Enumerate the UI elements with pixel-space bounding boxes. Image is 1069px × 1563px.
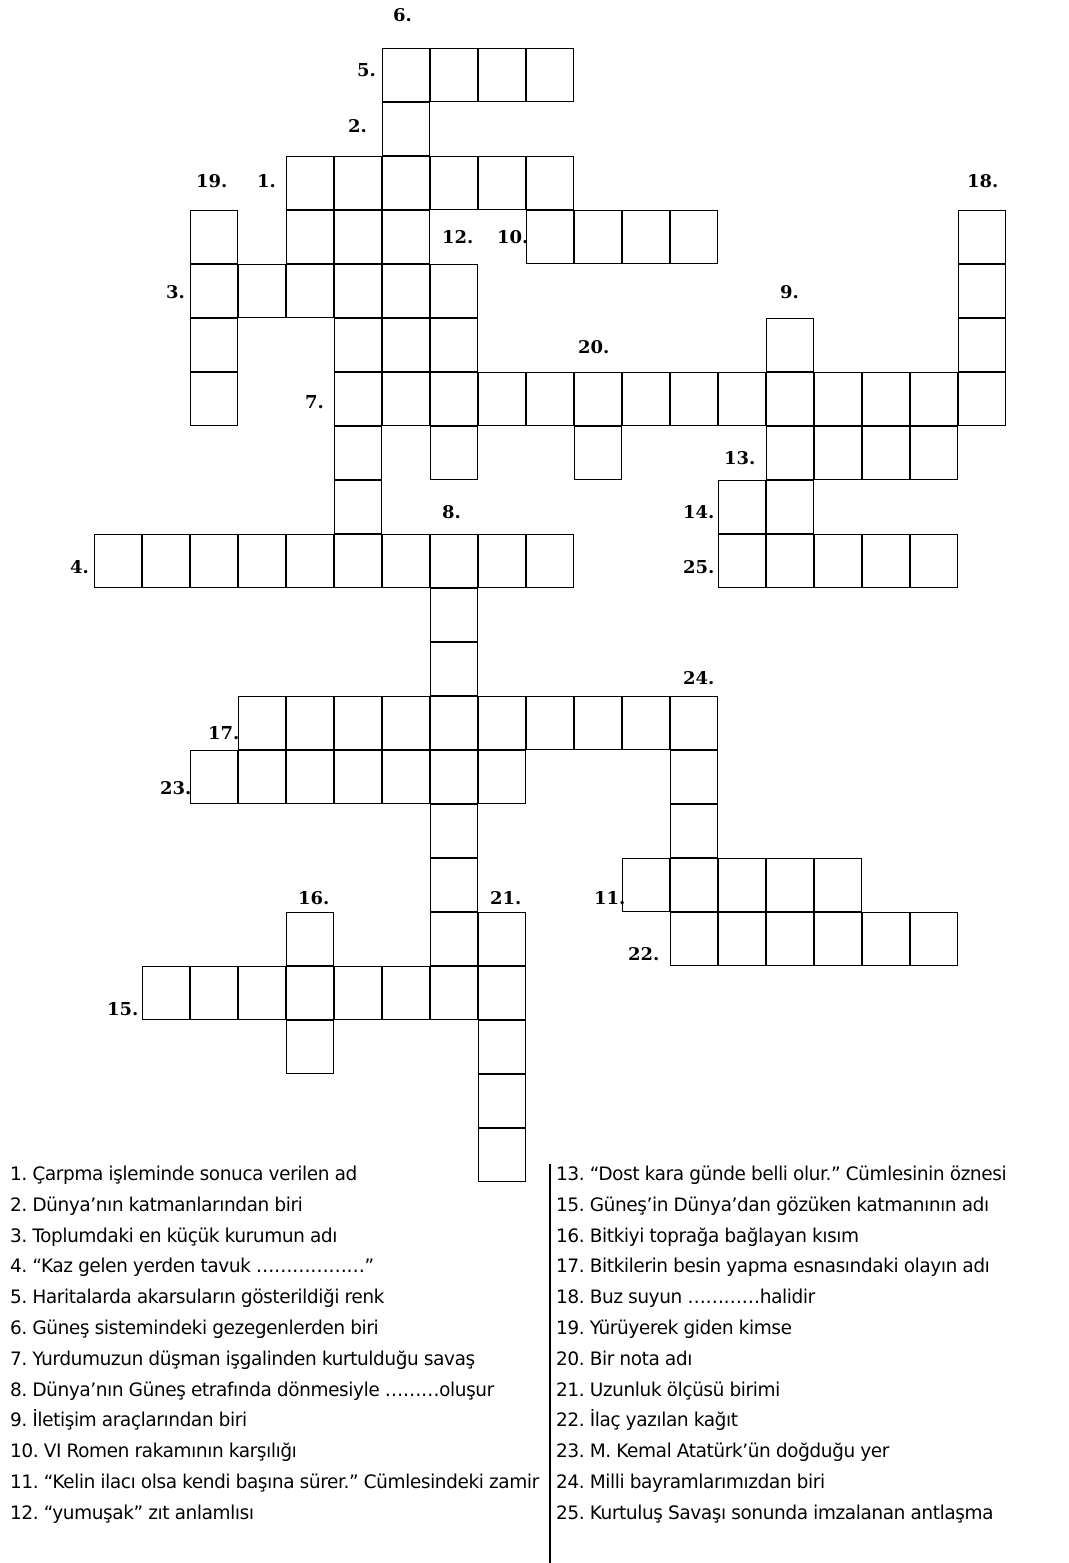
grid-cell[interactable] — [622, 210, 670, 264]
grid-cell[interactable] — [190, 210, 238, 264]
grid-cell[interactable] — [478, 534, 526, 588]
grid-cell[interactable] — [910, 534, 958, 588]
grid-cell[interactable] — [622, 858, 670, 912]
clue-number-label: 13. — [724, 448, 756, 469]
clue-number-label: 22. — [628, 944, 660, 965]
grid-cell[interactable] — [334, 426, 382, 480]
grid-cell[interactable] — [334, 264, 382, 318]
grid-cell[interactable] — [334, 156, 382, 210]
grid-cell[interactable] — [718, 480, 766, 534]
clue-number-label: 12. — [442, 227, 474, 248]
clue-2: 2. Dünya’nın katmanlarından biri — [10, 1194, 303, 1216]
clue-number-label: 5. — [357, 60, 376, 81]
grid-cell[interactable] — [814, 372, 862, 426]
clue-1: 1. Çarpma işleminde sonuca verilen ad — [10, 1164, 357, 1185]
grid-cell[interactable] — [382, 696, 430, 750]
grid-cell[interactable] — [190, 264, 238, 318]
clue-17: 17. Bitkilerin besin yapma esnasındaki olayın adı — [556, 1256, 990, 1278]
grid-cell[interactable] — [862, 372, 910, 426]
clue-16: 16. Bitkiyi toprağa bağlayan kısım — [556, 1225, 859, 1247]
grid-cell[interactable] — [574, 426, 622, 480]
clue-number-label: 1. — [257, 171, 276, 192]
clue-number-label: 20. — [578, 337, 610, 358]
grid-cell[interactable] — [670, 750, 718, 804]
grid-cell[interactable] — [718, 534, 766, 588]
grid-cell[interactable] — [190, 750, 238, 804]
clue-number-label: 8. — [442, 502, 461, 523]
grid-cell[interactable] — [334, 966, 382, 1020]
grid-cell[interactable] — [718, 912, 766, 966]
grid-cell[interactable] — [238, 534, 286, 588]
clue-13: 13. “Dost kara günde belli olur.” Cümlesinin öznesi — [556, 1164, 1007, 1185]
grid-cell[interactable] — [862, 534, 910, 588]
grid-cell[interactable] — [526, 372, 574, 426]
grid-cell[interactable] — [910, 426, 958, 480]
grid-cell[interactable] — [286, 696, 334, 750]
grid-cell[interactable] — [430, 48, 478, 102]
grid-cell[interactable] — [814, 426, 862, 480]
clue-23: 23. M. Kemal Atatürk’ün doğduğu yer — [556, 1441, 889, 1463]
grid-cell[interactable] — [718, 372, 766, 426]
grid-cell[interactable] — [334, 372, 382, 426]
grid-cell[interactable] — [622, 696, 670, 750]
grid-cell[interactable] — [286, 210, 334, 264]
clue-number-label: 25. — [683, 557, 715, 578]
grid-cell[interactable] — [334, 210, 382, 264]
grid-cell[interactable] — [430, 858, 478, 912]
grid-cell[interactable] — [430, 588, 478, 642]
clue-number-label: 10. — [497, 227, 529, 248]
clue-7: 7. Yurdumuzun düşman işgalinden kurtulduğu savaş — [10, 1348, 475, 1370]
grid-cell[interactable] — [574, 210, 622, 264]
grid-cell[interactable] — [238, 966, 286, 1020]
clue-number-label: 9. — [780, 282, 799, 303]
clue-21: 21. Uzunluk ölçüsü birimi — [556, 1379, 780, 1401]
clue-22: 22. İlaç yazılan kağıt — [556, 1410, 738, 1432]
grid-cell[interactable] — [382, 156, 430, 210]
grid-cell[interactable] — [286, 912, 334, 966]
grid-cell[interactable] — [478, 750, 526, 804]
clue-number-label: 19. — [196, 171, 228, 192]
grid-cell[interactable] — [862, 912, 910, 966]
grid-cell[interactable] — [430, 642, 478, 696]
grid-cell[interactable] — [286, 750, 334, 804]
grid-cell[interactable] — [478, 1074, 526, 1128]
grid-cell[interactable] — [286, 966, 334, 1020]
grid-cell[interactable] — [814, 858, 862, 912]
grid-cell[interactable] — [334, 750, 382, 804]
grid-cell[interactable] — [430, 372, 478, 426]
clue-number-label: 17. — [208, 723, 240, 744]
grid-cell[interactable] — [286, 264, 334, 318]
grid-cell[interactable] — [382, 102, 430, 156]
clue-list — [0, 1160, 1069, 1563]
grid-cell[interactable] — [382, 48, 430, 102]
grid-cell[interactable] — [670, 372, 718, 426]
grid-cell[interactable] — [958, 264, 1006, 318]
grid-cell[interactable] — [766, 372, 814, 426]
grid-cell[interactable] — [430, 966, 478, 1020]
clue-12: 12. “yumuşak” zıt anlamlısı — [10, 1502, 254, 1524]
grid-cell[interactable] — [574, 696, 622, 750]
grid-cell[interactable] — [478, 48, 526, 102]
grid-cell[interactable] — [814, 534, 862, 588]
grid-cell[interactable] — [430, 912, 478, 966]
clue-18: 18. Buz suyun …………halidir — [556, 1287, 815, 1309]
grid-cell[interactable] — [94, 534, 142, 588]
clue-number-label: 21. — [490, 888, 522, 909]
clue-column-left — [10, 1160, 550, 1530]
grid-cell[interactable] — [766, 912, 814, 966]
grid-cell[interactable] — [958, 372, 1006, 426]
grid-cell[interactable] — [142, 966, 190, 1020]
clue-number-label: 4. — [70, 557, 89, 578]
clue-4: 4. “Kaz gelen yerden tavuk ………………” — [10, 1256, 374, 1278]
clue-number-label: 18. — [967, 171, 999, 192]
grid-cell[interactable] — [766, 858, 814, 912]
grid-cell[interactable] — [526, 156, 574, 210]
column-divider — [549, 1164, 551, 1563]
grid-cell[interactable] — [670, 804, 718, 858]
clue-number-label: 2. — [348, 116, 367, 137]
clue-number-label: 6. — [393, 5, 412, 26]
clue-19: 19. Yürüyerek giden kimse — [556, 1317, 792, 1339]
grid-cell[interactable] — [190, 534, 238, 588]
grid-cell[interactable] — [670, 912, 718, 966]
grid-cell[interactable] — [670, 696, 718, 750]
grid-cell[interactable] — [238, 750, 286, 804]
grid-cell[interactable] — [526, 696, 574, 750]
clue-10: 10. VI Romen rakamının karşılığı — [10, 1441, 297, 1463]
grid-cell[interactable] — [382, 534, 430, 588]
grid-cell[interactable] — [574, 372, 622, 426]
grid-cell[interactable] — [430, 264, 478, 318]
grid-cell[interactable] — [382, 264, 430, 318]
grid-cell[interactable] — [286, 1020, 334, 1074]
grid-cell[interactable] — [526, 210, 574, 264]
grid-cell[interactable] — [334, 480, 382, 534]
clue-3: 3. Toplumdaki en küçük kurumun adı — [10, 1225, 337, 1247]
grid-cell[interactable] — [382, 750, 430, 804]
clue-number-label: 3. — [166, 282, 185, 303]
grid-cell[interactable] — [430, 426, 478, 480]
grid-cell[interactable] — [478, 372, 526, 426]
grid-cell[interactable] — [382, 372, 430, 426]
clue-24: 24. Milli bayramlarımızdan biri — [556, 1471, 825, 1493]
grid-cell[interactable] — [382, 318, 430, 372]
grid-cell[interactable] — [238, 696, 286, 750]
grid-cell[interactable] — [430, 318, 478, 372]
grid-cell[interactable] — [526, 48, 574, 102]
grid-cell[interactable] — [622, 372, 670, 426]
grid-cell[interactable] — [334, 534, 382, 588]
grid-cell[interactable] — [814, 912, 862, 966]
grid-cell[interactable] — [286, 156, 334, 210]
grid-cell[interactable] — [766, 426, 814, 480]
grid-cell[interactable] — [958, 318, 1006, 372]
grid-cell[interactable] — [286, 534, 334, 588]
clue-8: 8. Dünya’nın Güneş etrafında dönmesiyle ………oluşur — [10, 1379, 494, 1401]
grid-cell[interactable] — [430, 804, 478, 858]
grid-cell[interactable] — [478, 1020, 526, 1074]
grid-cell[interactable] — [670, 858, 718, 912]
grid-cell[interactable] — [766, 534, 814, 588]
grid-cell[interactable] — [958, 210, 1006, 264]
grid-cell[interactable] — [478, 156, 526, 210]
grid-cell[interactable] — [430, 750, 478, 804]
grid-cell[interactable] — [478, 696, 526, 750]
clue-5: 5. Haritalarda akarsuların gösterildiği renk — [10, 1287, 384, 1309]
clue-15: 15. Güneş’in Dünya’dan gözüken katmanının adı — [556, 1194, 989, 1216]
clue-20: 20. Bir nota adı — [556, 1348, 692, 1370]
grid-cell[interactable] — [910, 372, 958, 426]
clue-number-label: 15. — [107, 999, 139, 1020]
grid-cell[interactable] — [766, 318, 814, 372]
grid-cell[interactable] — [190, 318, 238, 372]
grid-cell[interactable] — [910, 912, 958, 966]
grid-cell[interactable] — [238, 264, 286, 318]
clue-number-label: 23. — [160, 778, 192, 799]
clue-11: 11. “Kelin ilacı olsa kendi başına sürer.” Cümlesindeki zamir — [10, 1471, 539, 1493]
grid-cell[interactable] — [334, 318, 382, 372]
grid-cell[interactable] — [190, 372, 238, 426]
grid-cell[interactable] — [526, 534, 574, 588]
grid-cell[interactable] — [478, 966, 526, 1020]
clue-9: 9. İletişim araçlarından biri — [10, 1410, 247, 1432]
clue-25: 25. Kurtuluş Savaşı sonunda imzalanan antlaşma — [556, 1502, 994, 1524]
grid-cell[interactable] — [190, 966, 238, 1020]
clue-number-label: 24. — [683, 668, 715, 689]
grid-cell[interactable] — [670, 210, 718, 264]
grid-cell[interactable] — [142, 534, 190, 588]
grid-cell[interactable] — [382, 966, 430, 1020]
clue-number-label: 7. — [305, 392, 324, 413]
grid-cell[interactable] — [718, 858, 766, 912]
grid-cell[interactable] — [478, 912, 526, 966]
grid-cell[interactable] — [430, 696, 478, 750]
grid-cell[interactable] — [382, 210, 430, 264]
clue-number-label: 11. — [594, 888, 626, 909]
grid-cell[interactable] — [334, 696, 382, 750]
grid-cell[interactable] — [766, 480, 814, 534]
clue-number-label: 16. — [298, 888, 330, 909]
clue-6: 6. Güneş sistemindeki gezegenlerden biri — [10, 1317, 379, 1339]
clue-number-label: 14. — [683, 502, 715, 523]
grid-cell[interactable] — [862, 426, 910, 480]
clue-column-right — [556, 1160, 1066, 1530]
grid-cell[interactable] — [430, 534, 478, 588]
grid-cell[interactable] — [430, 156, 478, 210]
